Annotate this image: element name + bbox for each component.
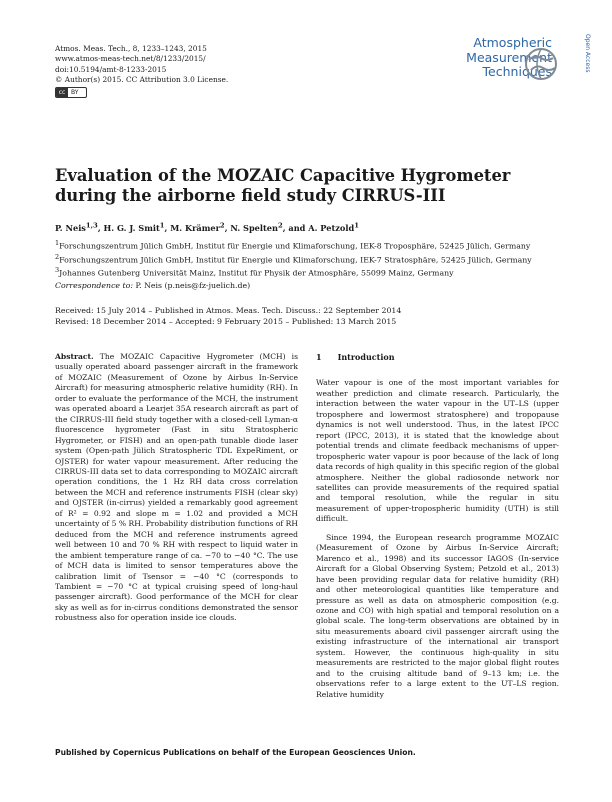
affiliation-3: $^3$Johannes Gutenberg Universität Mainz, Institut für Physik der Atmosphäre, 55099 Mainz, Germany: [55, 266, 454, 278]
introduction-section: [316, 352, 559, 700]
intro-paragraph-2: Since 1994, the European research programme MOZAIC (Measurement of Ozone by Airbus In-Service Aircraft; Marenco et al., 1998) and its successor IAGOS (In-service Aircraft for a Global Observing System; Petzold et al., 2013) have been providing regular data for relative humidity (RH) and other meteorological quantities like temperature and pressure as well as data on atmospheric composition (e.g. ozone and CO) with high spatial and temporal resolution on a global scale. The long-term observations are obtained by in situ measurements aboard civil passenger aircraft using the existing infrastructure of the international air transport system. However, the continuous high-quality in situ measurements are restricted to the major global flight routes and to the cruising altitude band of 9–13 km; i.e. the observations refer to a large extent to the UT–LS region. Relative humidity: [316, 532, 559, 699]
open-access-text: Open Access: [584, 34, 591, 73]
publisher-footer: Published by Copernicus Publications on behalf of the European Geosciences Union.: [55, 748, 416, 757]
abstract-label: Abstract.: [55, 352, 94, 361]
affiliation-text: Forschungszentrum Jülich GmbH, Institut für Energie und Klimaforschung, IEK-8 Troposphäre, 52425 Jülich, Germany: [59, 241, 531, 251]
section-title: Introduction: [337, 352, 395, 362]
section-heading: [316, 352, 559, 362]
article-doi[interactable]: doi:10.5194/amt-8-1233-2015: [55, 64, 167, 74]
dates-line-1: Received: 15 July 2014 – Published in Atmos. Meas. Tech. Discuss.: 22 September 2014: [55, 306, 402, 315]
article-url[interactable]: www.atmos-meas-tech.net/8/1233/2015/: [55, 54, 206, 64]
cc-badge-left: cc: [56, 88, 68, 97]
journal-reference: Atmos. Meas. Tech., 8, 1233–1243, 2015: [55, 44, 207, 53]
section-number: 1: [316, 352, 322, 362]
correspondence: [55, 281, 250, 290]
journal-name-line2: Measurement: [466, 49, 552, 65]
article-metadata: [55, 44, 228, 98]
license-text: © Author(s) 2015. CC Attribution 3.0 License.: [55, 74, 229, 84]
affiliation-1: $^1$Forschungszentrum Jülich GmbH, Institut für Energie und Klimaforschung, IEK-8 Troposphäre, 52425 Jülich, Germany: [55, 239, 531, 251]
correspondence-email[interactable]: P. Neis (p.neis@fz-juelich.de): [135, 281, 251, 290]
affiliation-text: Johannes Gutenberg Universität Mainz, Institut für Physik der Atmosphäre, 55099 Mainz, Germany: [59, 268, 454, 278]
abstract: [55, 352, 298, 624]
correspondence-label: Correspondence to:: [55, 281, 133, 290]
globe-icon: [523, 46, 559, 82]
paper-title: Evaluation of the MOZAIC Capacitive Hygrometer during the airborne field study CIRRUS-III: [55, 166, 511, 205]
intro-paragraph-1: Water vapour is one of the most important variables for weather prediction and climate research. Particularly, the interaction between the water vapour in the UT–LS (upper troposphere and lowermost stratosphere) and tropopause dynamics is not well understood. Thus, in the latest IPCC report (IPCC, 2013), it is stated that the knowledge about potential trends and climate feedback mechanisms of upper-tropospheric water vapour is poor because of the lack of long data records of high quality in this specific region of the global atmosphere. Neither the global radiosonde network nor satellites can provide measurements of the required spatial and temporal resolution, while the regular in situ measurement of upper-tropospheric humidity (UTH) is still difficult.: [316, 378, 559, 524]
dates-line-2: Revised: 18 December 2014 – Accepted: 9 February 2015 – Published: 13 March 2015: [55, 317, 397, 326]
author-list: [55, 221, 359, 233]
cc-license-icon[interactable]: [55, 87, 87, 98]
publication-dates: [55, 305, 401, 327]
authors-text: P. Neis$^{1,3}$, H. G. J. Smit$^1$, M. Krämer$^2$, N. Spelten$^2$, and A. Petzold$^1$: [55, 221, 359, 233]
abstract-text: The MOZAIC Capacitive Hygrometer (MCH) is usually operated aboard passenger aircraft in the framework of MOZAIC (Measurement of Ozone by Airbus In-Service Aircraft) for measuring atmospheric relative humidity (RH). In order to evaluate the performance of the MCH, the instrument was operated aboard a Learjet 35A research aircraft as part of the CIRRUS-III field study together with a closed-cell Lyman-α fluorescence hygrometer (Fast in situ Stratospheric Hygrometer, or FISH) and an open-path tunable diode laser system (Open-path Jülich Stratospheric TDL ExpeRiment, or OJSTER) for water vapour measurement. After reducing the CIRRUS-III data set to data corresponding to MOZAIC aircraft operation conditions, the 1 Hz RH data cross correlation between the MCH and reference instruments FISH (clear sky) and OJSTER (in-cirrus) yielded a remarkably good agreement of R² = 0.92 and slope m = 1.02 and provided a MCH uncertainty of 5 % RH. Probability distribution functions of RH deduced from the MCH and reference instruments agreed well between 10 and 70 % RH with respect to liquid water in the ambient temperature range of ca. −70 to −40 °C. The use of MCH data is limited to sensor temperatures above the calibration limit of Tsensor = −40 °C (corresponds to Tambient = −70 °C at typical cruising speed of long-haul passenger aircraft). Good performance of the MCH for clear sky as well as for in-cirrus conditions demonstrated the sensor robustness also for operation inside ice clouds.: [55, 352, 298, 623]
affiliation-text: Forschungszentrum Jülich GmbH, Institut für Energie und Klimaforschung, IEK-7 Stratosphäre, 52425 Jülich, Germany: [59, 255, 532, 265]
open-access-label: [584, 34, 596, 90]
journal-name-line3: Techniques: [482, 64, 552, 79]
affiliation-2: $^2$Forschungszentrum Jülich GmbH, Institut für Energie und Klimaforschung, IEK-7 Stratosphäre, 52425 Jülich, Germany: [55, 252, 532, 265]
affiliations: [55, 238, 532, 279]
journal-name-line1: Atmospheric: [473, 35, 552, 50]
cc-badge-right: BY: [71, 89, 79, 97]
